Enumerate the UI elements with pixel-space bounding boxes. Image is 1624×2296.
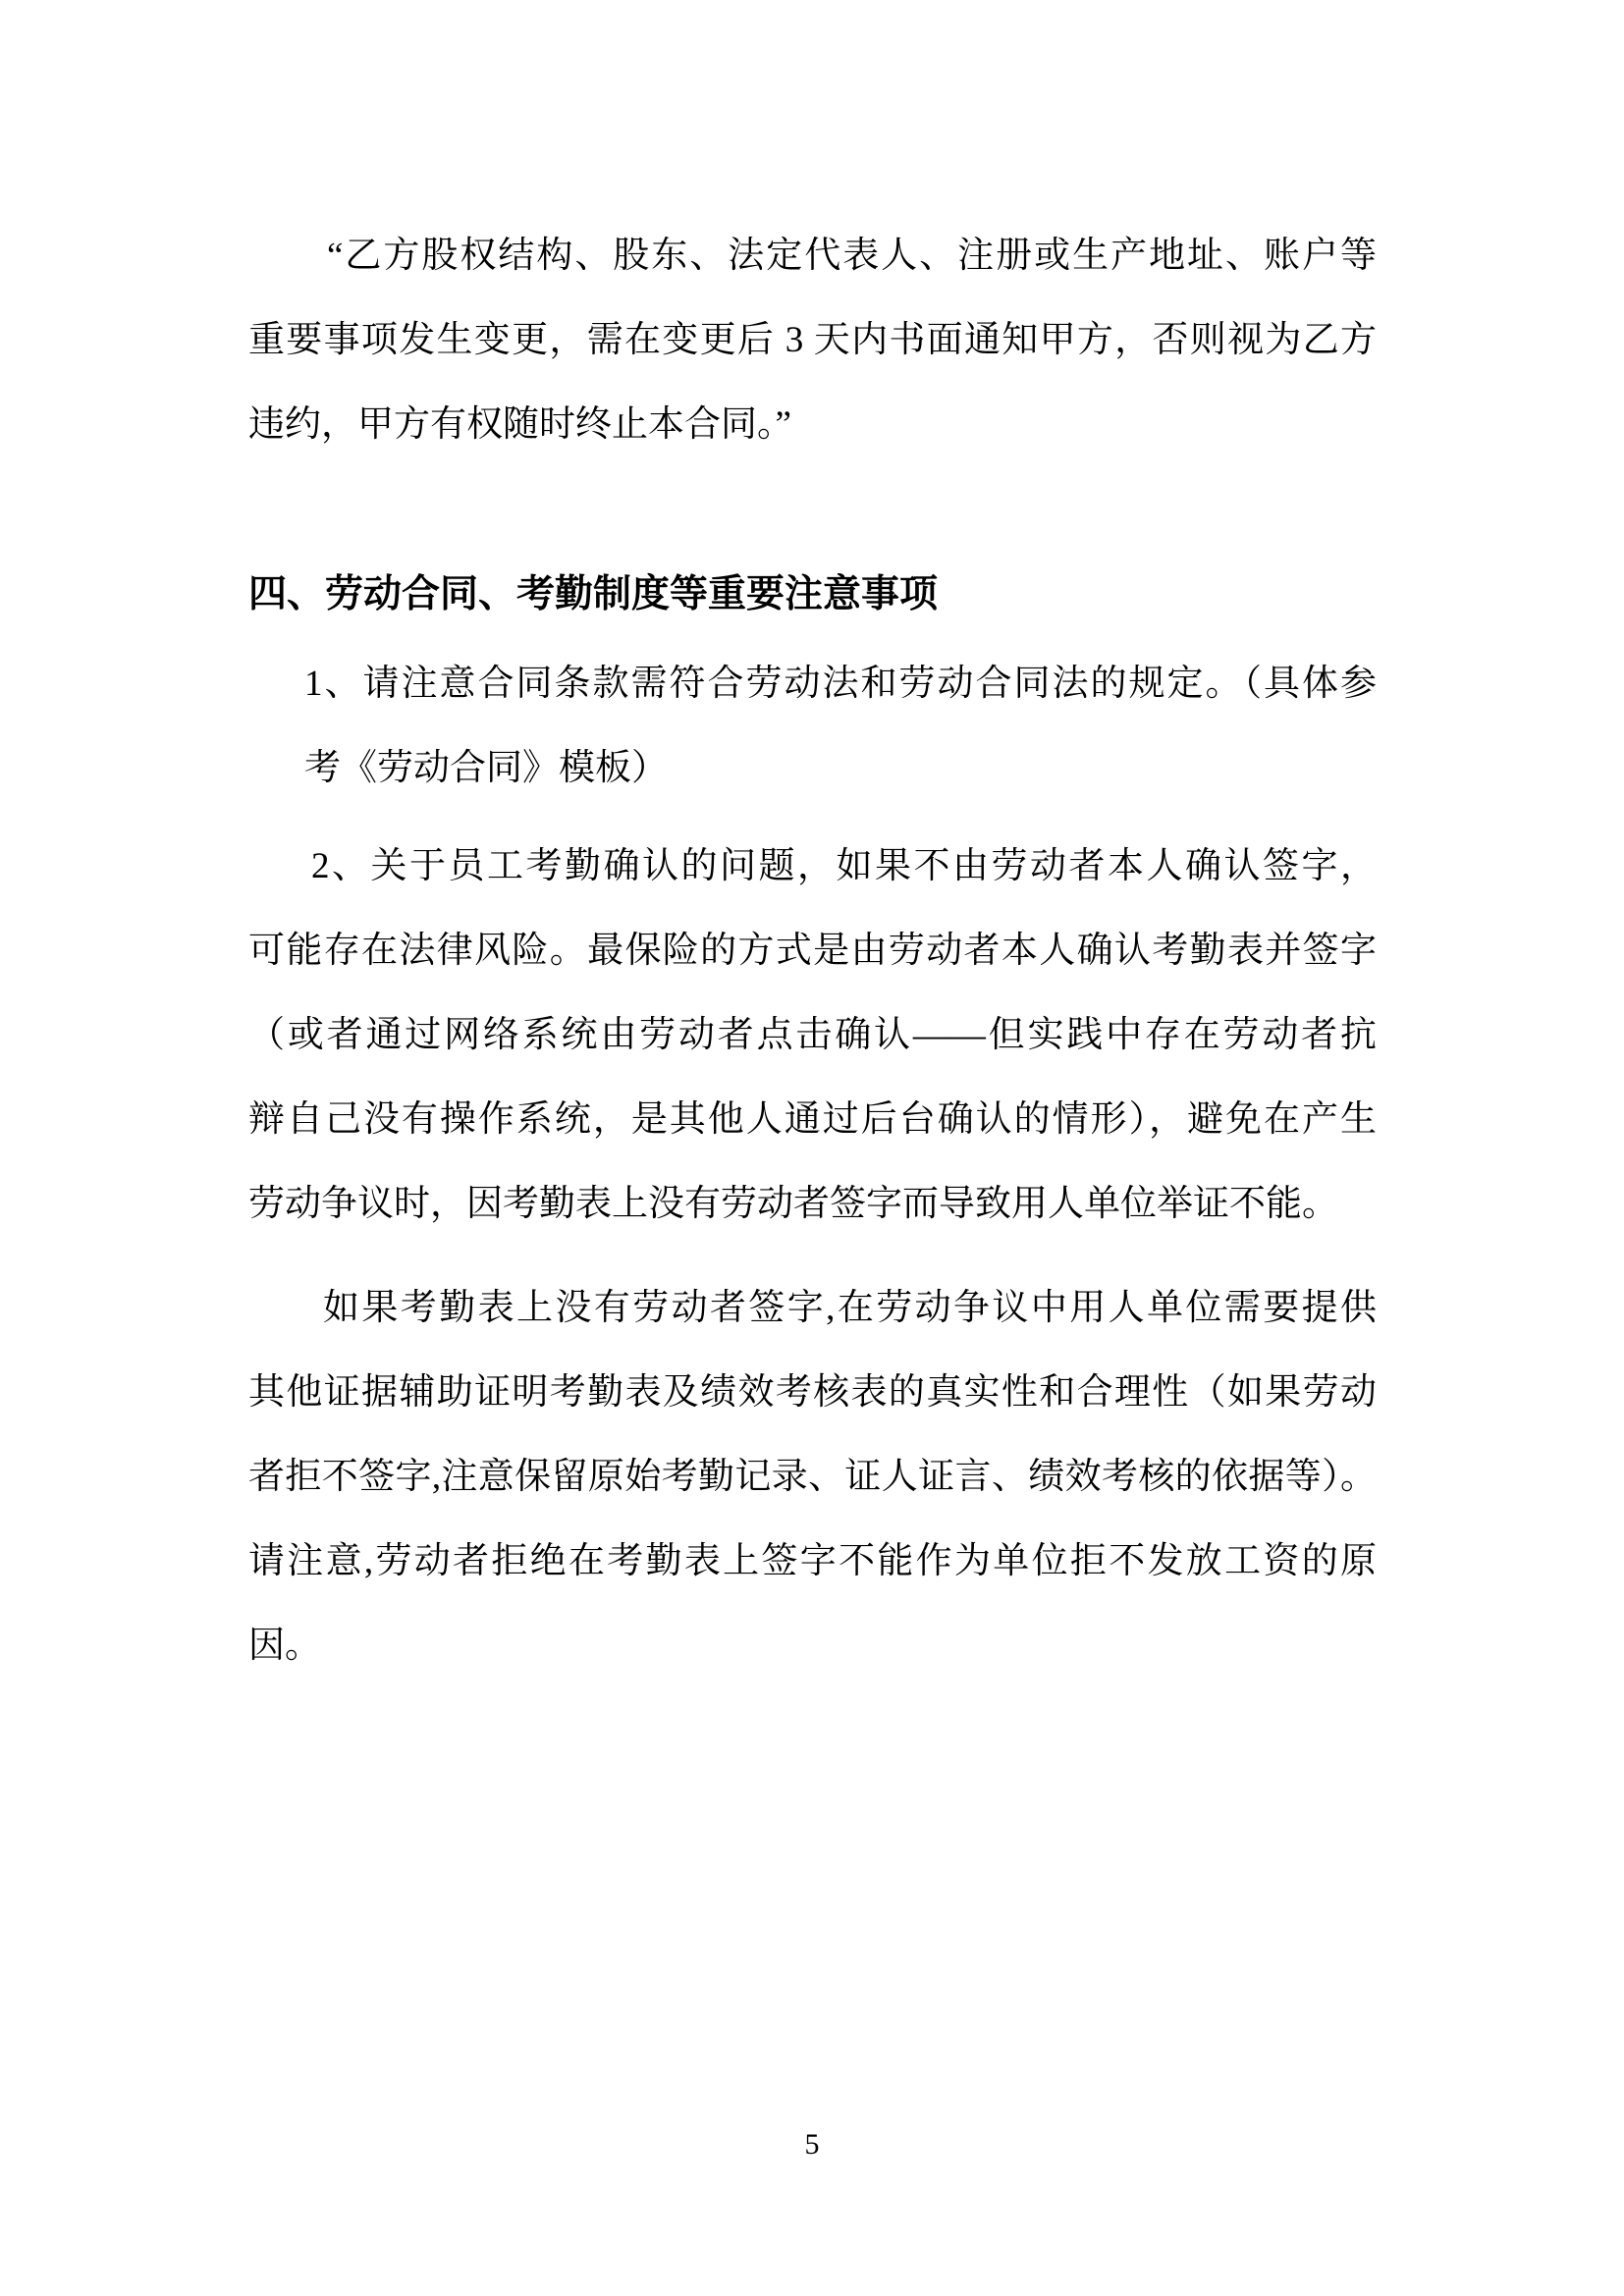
text-line: 者拒不签字,注意保留原始考勤记录、证人证言、绩效考核的依据等）。 [248,1457,1377,1497]
text-line: 重要事项发生变更，需在变更后 3 天内书面通知甲方，否则视为乙方 [248,320,1377,360]
list-item-1 [304,642,1377,811]
quoted-clause-paragraph [248,214,1377,467]
page-content [248,214,1377,1688]
text-line: 请注意,劳动者拒绝在考勤表上签字不能作为单位拒不发放工资的原 [248,1541,1377,1581]
text-line: 违约，甲方有权随时终止本合同。” [248,404,791,445]
text-line: 如果考勤表上没有劳动者签字,在劳动争议中用人单位需要提供 [323,1288,1377,1328]
text-line: 劳动争议时，因考勤表上没有劳动者签字而导致用人单位举证不能。 [248,1184,1338,1224]
text-line: 2、关于员工考勤确认的问题，如果不由劳动者本人确认签字， [311,846,1377,886]
text-line: （或者通过网络系统由劳动者点击确认——但实践中存在劳动者抗 [248,1015,1377,1055]
evidence-paragraph [248,1266,1377,1688]
text-line: 可能存在法律风险。最保险的方式是由劳动者本人确认考勤表并签字 [248,931,1377,971]
text-line: 因。 [248,1626,321,1666]
text-line: 其他证据辅助证明考勤表及绩效考核表的真实性和合理性（如果劳动 [248,1372,1377,1413]
list-item-2 [248,825,1377,1247]
text-line: 辩自己没有操作系统，是其他人通过后台确认的情形），避免在产生 [248,1099,1377,1140]
section-heading: 四、劳动合同、考勤制度等重要注意事项 [248,573,939,615]
page-number: 5 [804,2128,820,2161]
text-line: 1、请注意合同条款需符合劳动法和劳动合同法的规定。（具体参 [304,664,1377,704]
text-line: 考《劳动合同》模板） [304,748,668,788]
text-line: “乙方股权结构、股东、法定代表人、注册或生产地址、账户等 [327,236,1377,276]
